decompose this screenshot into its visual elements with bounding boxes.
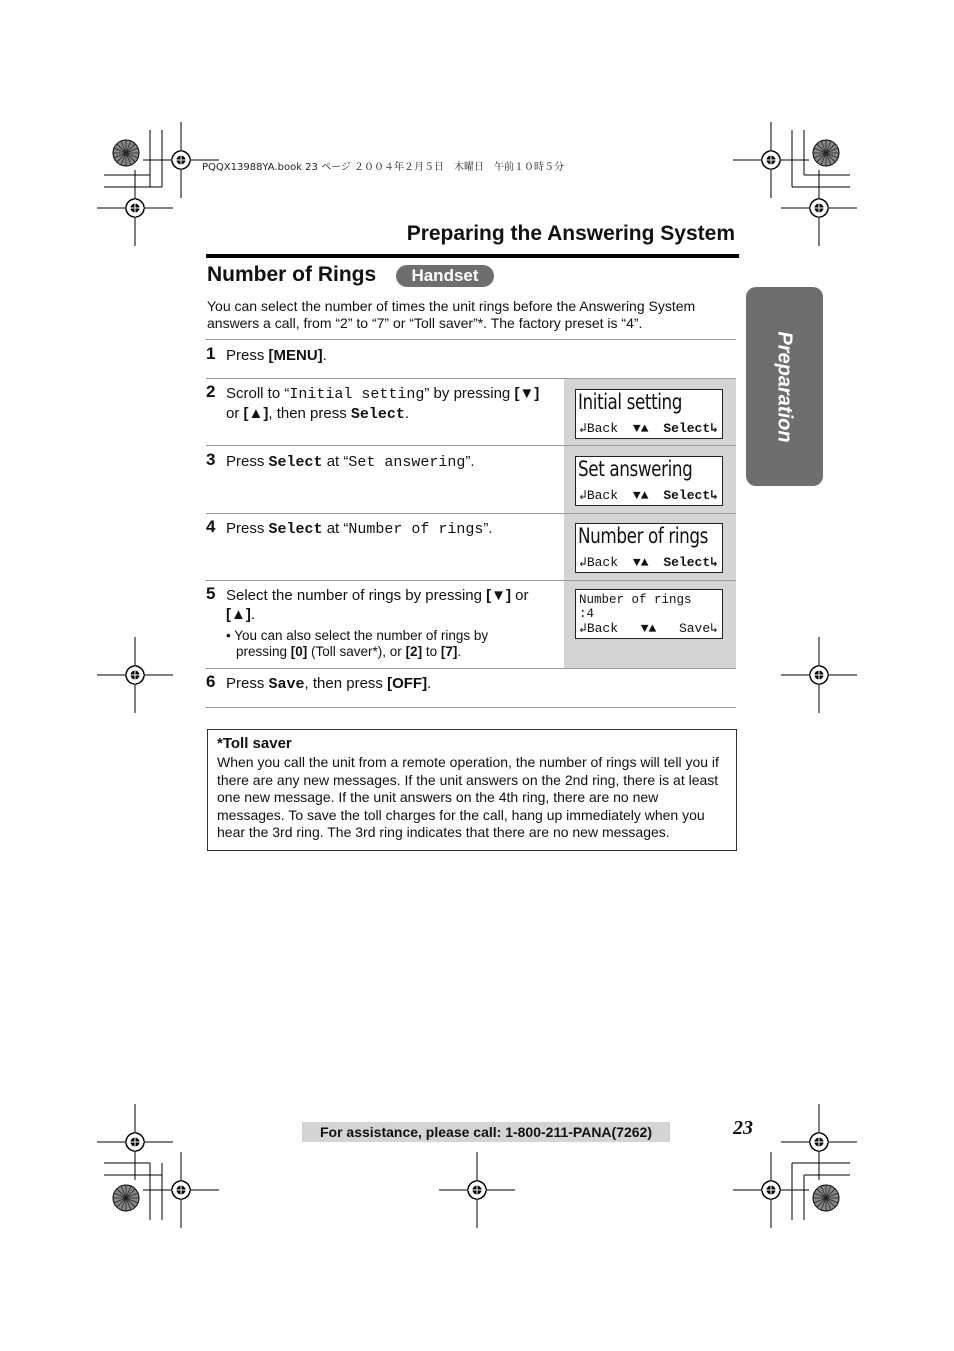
page-heading: Number of Rings	[207, 263, 377, 286]
step-number: 2	[206, 382, 216, 401]
section-title: Preparing the Answering System	[406, 222, 735, 245]
lcd-softkeys: ↲Back ▼▲ Select↳	[579, 421, 718, 436]
side-tab-label: Preparation	[773, 331, 796, 443]
step-number: 5	[206, 584, 216, 603]
lcd-display-set-answering	[575, 456, 723, 506]
divider	[206, 668, 736, 669]
divider	[206, 513, 736, 514]
divider	[206, 707, 736, 708]
step-5-note: • You can also select the number of rings by pressing [0] (Toll saver*), or [2] to [7].	[226, 628, 489, 659]
side-tab	[746, 287, 823, 486]
lcd-display-number-of-rings	[575, 523, 723, 573]
lcd-line-2: :4	[579, 607, 595, 621]
divider	[206, 445, 736, 446]
toll-saver-title: *Toll saver	[217, 735, 292, 752]
divider	[206, 339, 736, 340]
step-number: 4	[206, 517, 216, 536]
step-number: 6	[206, 672, 216, 691]
page-number: 23	[733, 1117, 753, 1139]
toll-saver-body: When you call the unit from a remote operation, the number of rings will tell you if there are any new messages. If the unit answers on the 2nd ring, there is at least one new message. If the unit answers on the 4th ring, there are no new messages. To save the toll charges for the call, hang up immediately when you hear the 3rd ring. The 3rd ring indicates that there are no new messages.	[217, 754, 719, 841]
handset-badge: Handset	[396, 265, 494, 287]
lcd-display-rings-value	[575, 589, 723, 639]
lcd-main-text: Set answering	[578, 457, 693, 481]
step-1-text: Press [MENU].	[226, 347, 327, 364]
step-2-text: Scroll to “Initial setting” by pressing [▼] or [▲], then press Select.	[226, 385, 540, 423]
divider	[206, 580, 736, 581]
assistance-footer: For assistance, please call: 1-800-211-PANA(7262)	[302, 1122, 670, 1142]
divider	[206, 378, 736, 379]
step-4-text: Press Select at “Number of rings”.	[226, 520, 493, 538]
file-header: PQQX13988YA.book 23 ページ ２００４年２月５日 木曜日 午前１０時５分	[202, 162, 565, 173]
lcd-softkeys: ↲Back ▼▲ Select↳	[579, 555, 718, 570]
lcd-main-text: Initial setting	[578, 390, 683, 414]
step-number: 1	[206, 344, 216, 363]
title-rule	[206, 254, 739, 258]
step-number: 3	[206, 450, 216, 469]
lcd-softkeys: ↲Back ▼▲ Save↳	[579, 621, 718, 636]
step-3-text: Press Select at “Set answering”.	[226, 453, 475, 471]
lcd-display-initial-setting	[575, 389, 723, 439]
lcd-main-text: Number of rings	[578, 524, 708, 548]
lcd-softkeys: ↲Back ▼▲ Select↳	[579, 488, 718, 503]
step-5-text: Select the number of rings by pressing [▼] or [▲].	[226, 587, 529, 623]
lcd-line-1: Number of rings	[579, 593, 692, 607]
intro-text: You can select the number of times the unit rings before the Answering System answers a call, from “2” to “7” or “Toll saver”*. The factory preset is “4”.	[207, 298, 696, 331]
step-6-text: Press Save, then press [OFF].	[226, 675, 432, 693]
